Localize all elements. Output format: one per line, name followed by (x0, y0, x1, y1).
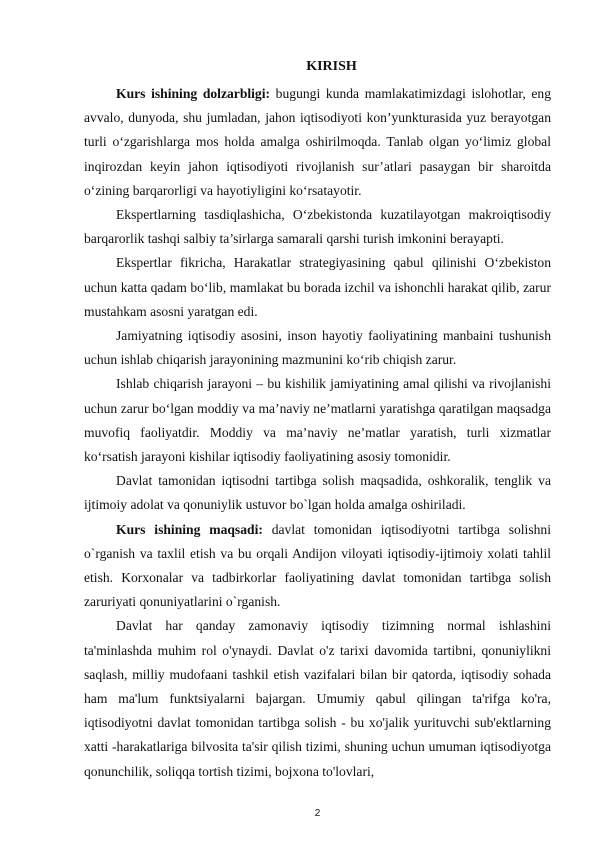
paragraph (84, 614, 551, 783)
paragraph (84, 203, 551, 251)
paragraph (84, 469, 551, 517)
section-title: KIRISH (306, 59, 357, 74)
paragraph-text: Davlat har qanday zamonaviy iqtisodiy tizimning normal ishlashini ta'minlashda muhim rol o'ynaydi. Davlat o'z tarixi davomida tartibni, qonuniylikni saqlash, milliy mudofaani tashkil etish vazifalari bilan bir qatorda, iqtisodiy sohada ham ma'lum funktsiyalarni bajargan. Umumiy qabul qilingan ta'rifga ko'ra, iqtisodiyotni davlat tomonidan tartibga solish - bu xo'jalik yurituvchi sub'ektlarning xatti -harakatlariga bilvosita ta'sir qilish tizimi, shuning uchun umuman iqtisodiyotga qonunchilik, soliqqa tortish tizimi, bojxona to'lovlari, (84, 618, 551, 779)
paragraph-text: Ekspertlarning tasdiqlashicha, O‘zbekistonda kuzatilayotgan makroiqtisodiy barqarorlik tashqi salbiy ta’sirlarga samarali qarshi turish imkonini berayapti. (84, 207, 551, 247)
paragraph-text: Davlat tamonidan iqtisodni tartibga solish maqsadida, oshkoralik, tenglik va ijtimoiy adolat va qonuniylik ustuvor bo`lgan holda amalga oshiriladi. (84, 473, 551, 513)
page-number: 2 (314, 808, 321, 819)
paragraph (84, 372, 551, 469)
paragraph (84, 324, 551, 372)
paragraph-text: Ekspertlar fikricha, Harakatlar strategiyasining qabul qilinishi O‘zbekiston uchun katta qadam bo‘lib, mamlakat bu borada izchil va ishonchli harakat qilib, zarur mustahkam asosni yaratgan edi. (84, 255, 551, 319)
paragraph-text: bugungi kunda mamlakatimizdagi islohotlar, eng avvalo, dunyoda, shu jumladan, jahon iqtisodiyoti kon’yunkturasida yuz berayotgan turli o‘zgarishlarga mos holda amalga oshirilmoqda. Tanlab olgan yo‘limiz global inqirozdan keyin jahon iqtisodiyoti rivojlanish sur’atlari pasaygan bir sharoitda o‘zining barqarorligi va hayotiyligini ko‘rsatayotir. (84, 86, 551, 198)
paragraph-text: Ishlab chiqarish jarayoni – bu kishilik jamiyatining amal qilishi va rivojlanishi uchun zarur bo‘lgan moddiy va ma’naviy ne’matlarni yaratishga qaratilgan maqsadga muvofiq faoliyatdir. Moddiy va ma’naviy ne’matlar yaratish, turli xizmatlar ko‘rsatish jarayoni kishilar iqtisodiy faoliyatining asosiy tomonidir. (84, 376, 551, 465)
paragraph-goal (84, 518, 551, 615)
paragraph-text: Jamiyatning iqtisodiy asosini, inson hayotiy faoliyatining manbaini tushunish uchun ishlab chiqarish jarayonining mazmunini ko‘rib chiqish zarur. (84, 328, 551, 368)
paragraph-lead: Kurs ishining dolzarbligi: (116, 86, 271, 101)
paragraph-lead: Kurs ishining maqsadi: (116, 521, 263, 537)
body-text (84, 82, 551, 784)
paragraph-text: davlat tomonidan iqtisodiyotni tartibga solishni o`rganish va taxlil etish va bu orqali Andijon viloyati iqtisodiy-ijtimoiy xolati tahlil etish. Korxonalar va tadbirkorlar faoliyatining davlat tomonidan tartibga solish zaruriyati qonuniyatlarini o`rganish. (84, 521, 551, 610)
paragraph (84, 251, 551, 324)
paragraph-relevance (84, 82, 551, 203)
